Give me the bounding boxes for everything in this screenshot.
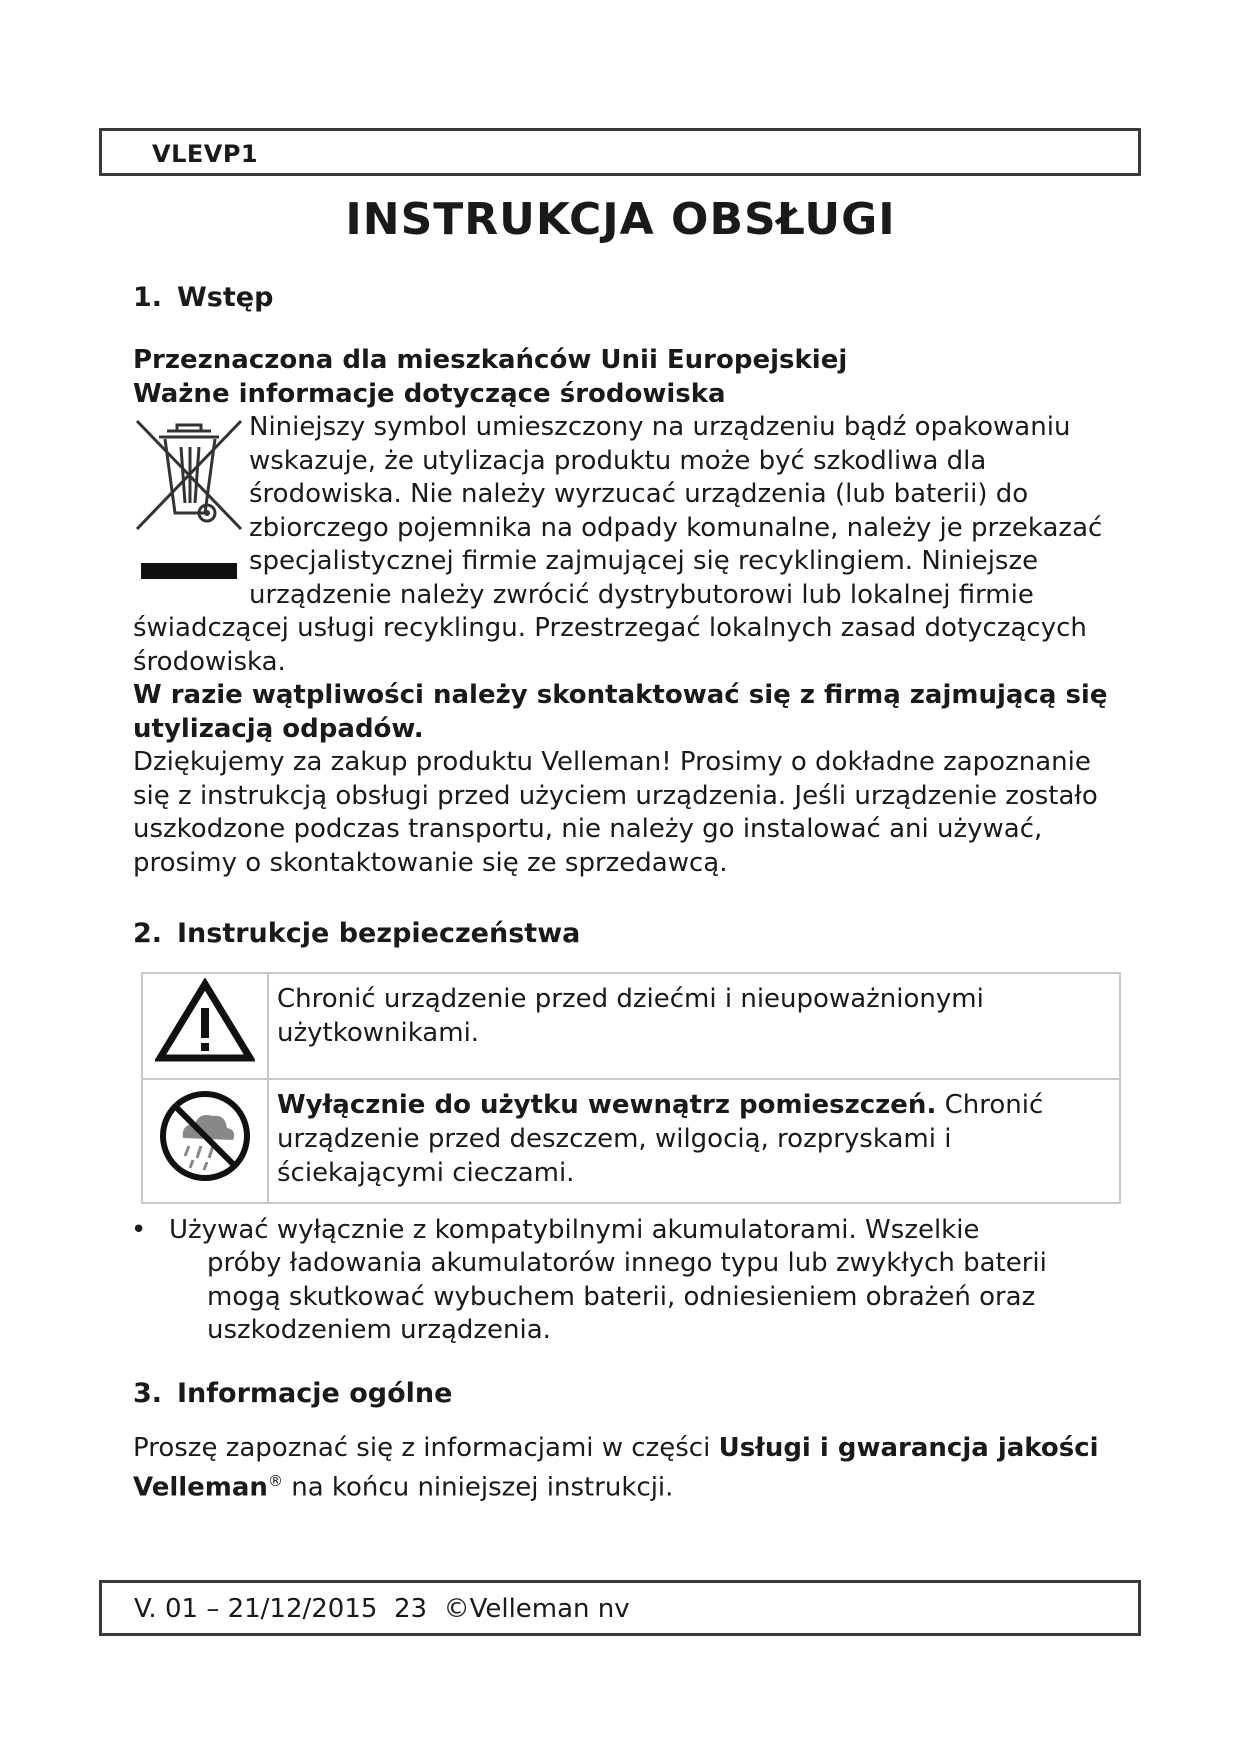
section-1-number: 1.	[133, 282, 163, 313]
section-2-title: Instrukcje bezpieczeństwa	[177, 918, 581, 949]
section-3-number: 3.	[133, 1377, 163, 1409]
page-title: INSTRUKCJA OBSŁUGI	[345, 194, 896, 245]
general-info-before: Proszę zapoznać się z informacjami w części	[133, 1432, 719, 1463]
warranty-reference: Usługi i gwarancja jakości Velleman	[133, 1432, 1099, 1503]
safety-row	[142, 1079, 1120, 1203]
section-2-heading	[133, 914, 1133, 954]
eu-heading-2: Ważne informacje dotyczące środowiska	[133, 378, 726, 409]
general-info-after: na końcu niniejszej instrukcji.	[282, 1472, 674, 1503]
safety-table	[141, 972, 1121, 1204]
general-info-text	[133, 1432, 1133, 1506]
registered-mark: ®	[267, 1472, 283, 1490]
section-2-number: 2.	[133, 918, 163, 949]
indoor-only-notice: Wyłącznie do użytku wewnątrz pomieszczeń.	[277, 1089, 937, 1120]
eu-heading-1: Przeznaczona dla mieszkańców Unii Europejskiej	[133, 345, 848, 375]
crossed-bin-icon	[133, 413, 245, 587]
bullet-item	[131, 1214, 1133, 1348]
bullet-line-2: próby ładowania akumulatorów innego typu lub zwykłych baterii	[207, 1248, 1047, 1278]
bullet-dot: •	[131, 1214, 147, 1245]
weee-text: Niniejszy symbol umieszczony na urządzeniu bądź opakowaniu wskazuje, że utylizacja produktu może być szkodliwa dla środowiska. Nie należy wyrzucać urządzenia (lub baterii) do zbiorczego pojemnika na odpady komunalne, należy je przekazać specjalistycznej firmie zajmującej się recyklingiem. Niniejsze urządzenie należy zwrócić dystrybutorowi lub lokalnej firmie świadczącej usługi recyklingu. Przestrzegać lokalnych zasad dotyczących środowiska.	[133, 412, 1103, 677]
footer-box	[99, 1580, 1141, 1636]
section-1-title: Wstęp	[177, 282, 274, 313]
section-3-heading	[133, 1374, 1133, 1414]
indoor-only-text: Chronić urządzenie przed deszczem, wilgocią, rozpryskami i ściekającymi cieczami.	[277, 1089, 1044, 1188]
doubt-notice: W razie wątpliwości należy skontaktować się z firmą zajmującą się utylizacją odpadów.	[133, 680, 1108, 744]
main-content	[133, 278, 1133, 1505]
bullet-line-1: Używać wyłącznie z kompatybilnymi akumulatorami. Wszelkie	[169, 1214, 980, 1245]
model-number: VLEVP1	[152, 140, 259, 168]
thanks-text: Dziękujemy za zakup produktu Velleman! Prosimy o dokładne zapoznanie się z instrukcją obsługi przed użyciem urządzenia. Jeśli urządzenie zostało uszkodzone podczas transportu, nie należy go instalować ani używać, prosimy o skontaktowanie się ze sprzedawcą.	[133, 747, 1098, 878]
bullet-line-3: mogą skutkować wybuchem baterii, odniesieniem obrażeń oraz	[207, 1281, 1036, 1312]
no-rain-icon	[155, 1086, 255, 1186]
section-3-title: Informacje ogólne	[177, 1377, 453, 1409]
bullet-line-4: uszkodzeniem urządzenia.	[207, 1315, 551, 1345]
warning-triangle-icon	[155, 978, 255, 1064]
safety-row-2-text	[268, 1079, 1120, 1203]
safety-row-1-text: Chronić urządzenie przed dziećmi i nieupoważnionymi użytkownikami.	[268, 973, 1120, 1079]
section-1-heading	[133, 278, 1133, 318]
safety-row	[142, 973, 1120, 1079]
header-box	[99, 128, 1141, 176]
footer-text: V. 01 – 21/12/2015 23 ©Velleman nv	[134, 1594, 630, 1624]
eu-notice	[133, 344, 1133, 880]
